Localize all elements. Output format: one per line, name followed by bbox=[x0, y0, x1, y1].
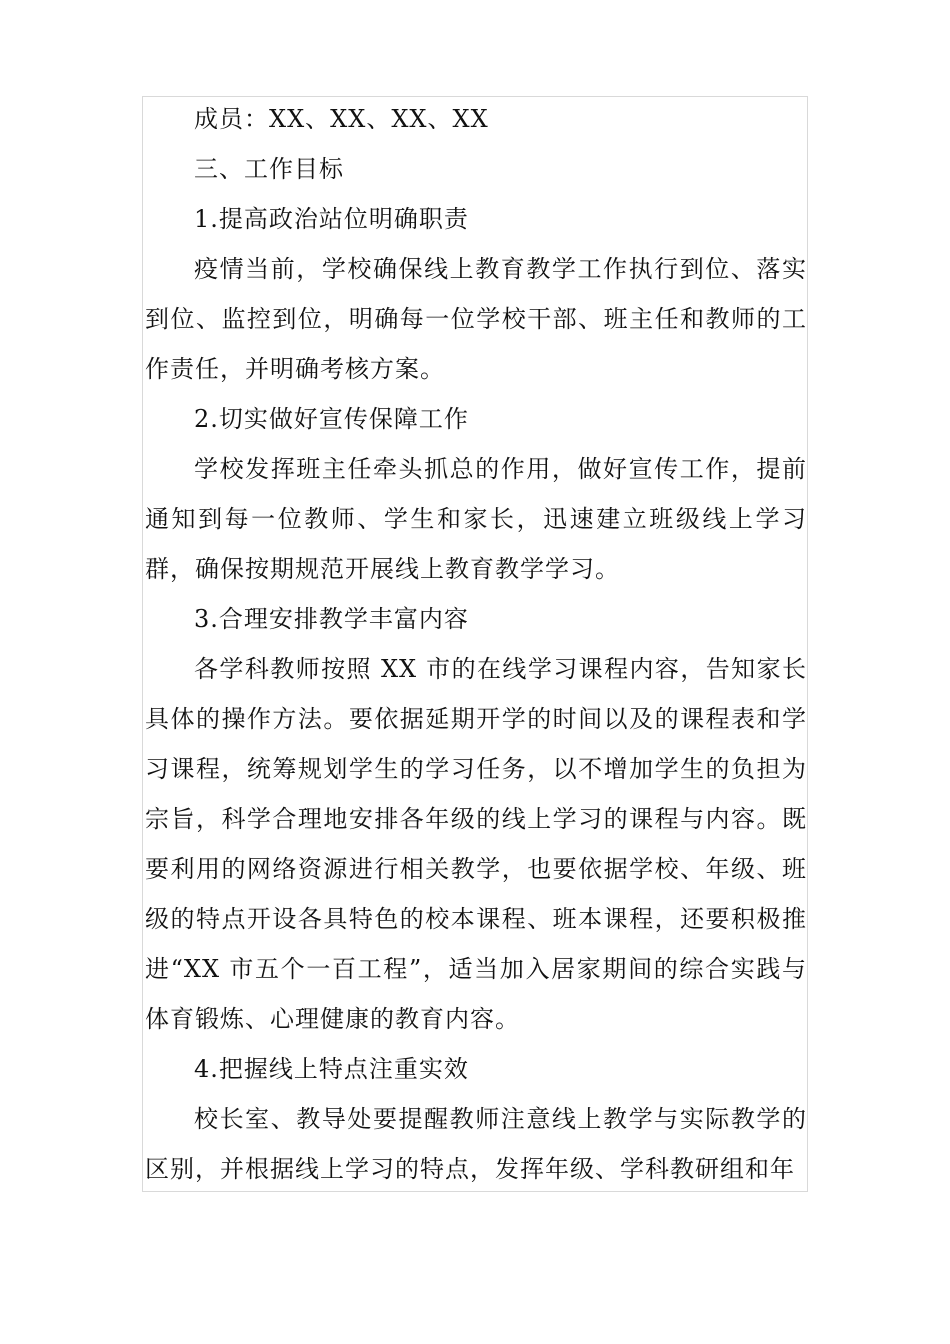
item-body-4: 校长室、教导处要提醒教师注意线上教学与实际教学的区别，并根据线上学习的特点，发挥年级、学科教研组和年 bbox=[145, 1105, 807, 1183]
item-body-2: 学校发挥班主任牵头抓总的作用，做好宣传工作，提前通知到每一位教师、学生和家长，迅速建立班级线上学习群，确保按期规范开展线上教育教学学习。 bbox=[145, 455, 807, 583]
item-title-2: 2.切实做好宣传保障工作 bbox=[194, 405, 469, 433]
section-heading: 三、工作目标 bbox=[194, 155, 344, 183]
item-body-3: 各学科教师按照 XX 市的在线学习课程内容，告知家长具体的操作方法。要依据延期开学的时间以及的课程表和学习课程，统筹规划学生的学习任务，以不增加学生的负担为宗旨，科学合理地安排各年级的线上学习的课程与内容。既要利用的网络资源进行相关教学，也要依据学校、年级、班级的特点开设各具特色的校本课程、班本课程，还要积极推进“XX 市五个一百工程”，适当加入居家期间的综合实践与体育锻炼、心理健康的教育内容。 bbox=[145, 655, 807, 1033]
item-title-4: 4.把握线上特点注重实效 bbox=[194, 1055, 469, 1083]
item-title-1: 1.提高政治站位明确职责 bbox=[194, 205, 469, 233]
item-body-1: 疫情当前，学校确保线上教育教学工作执行到位、落实到位、监控到位，明确每一位学校干部、班主任和教师的工作责任，并明确考核方案。 bbox=[145, 255, 807, 383]
item-title-3: 3.合理安排教学丰富内容 bbox=[194, 605, 469, 633]
members-line: 成员：XX、XX、XX、XX bbox=[194, 105, 489, 133]
document-body bbox=[145, 94, 807, 1194]
